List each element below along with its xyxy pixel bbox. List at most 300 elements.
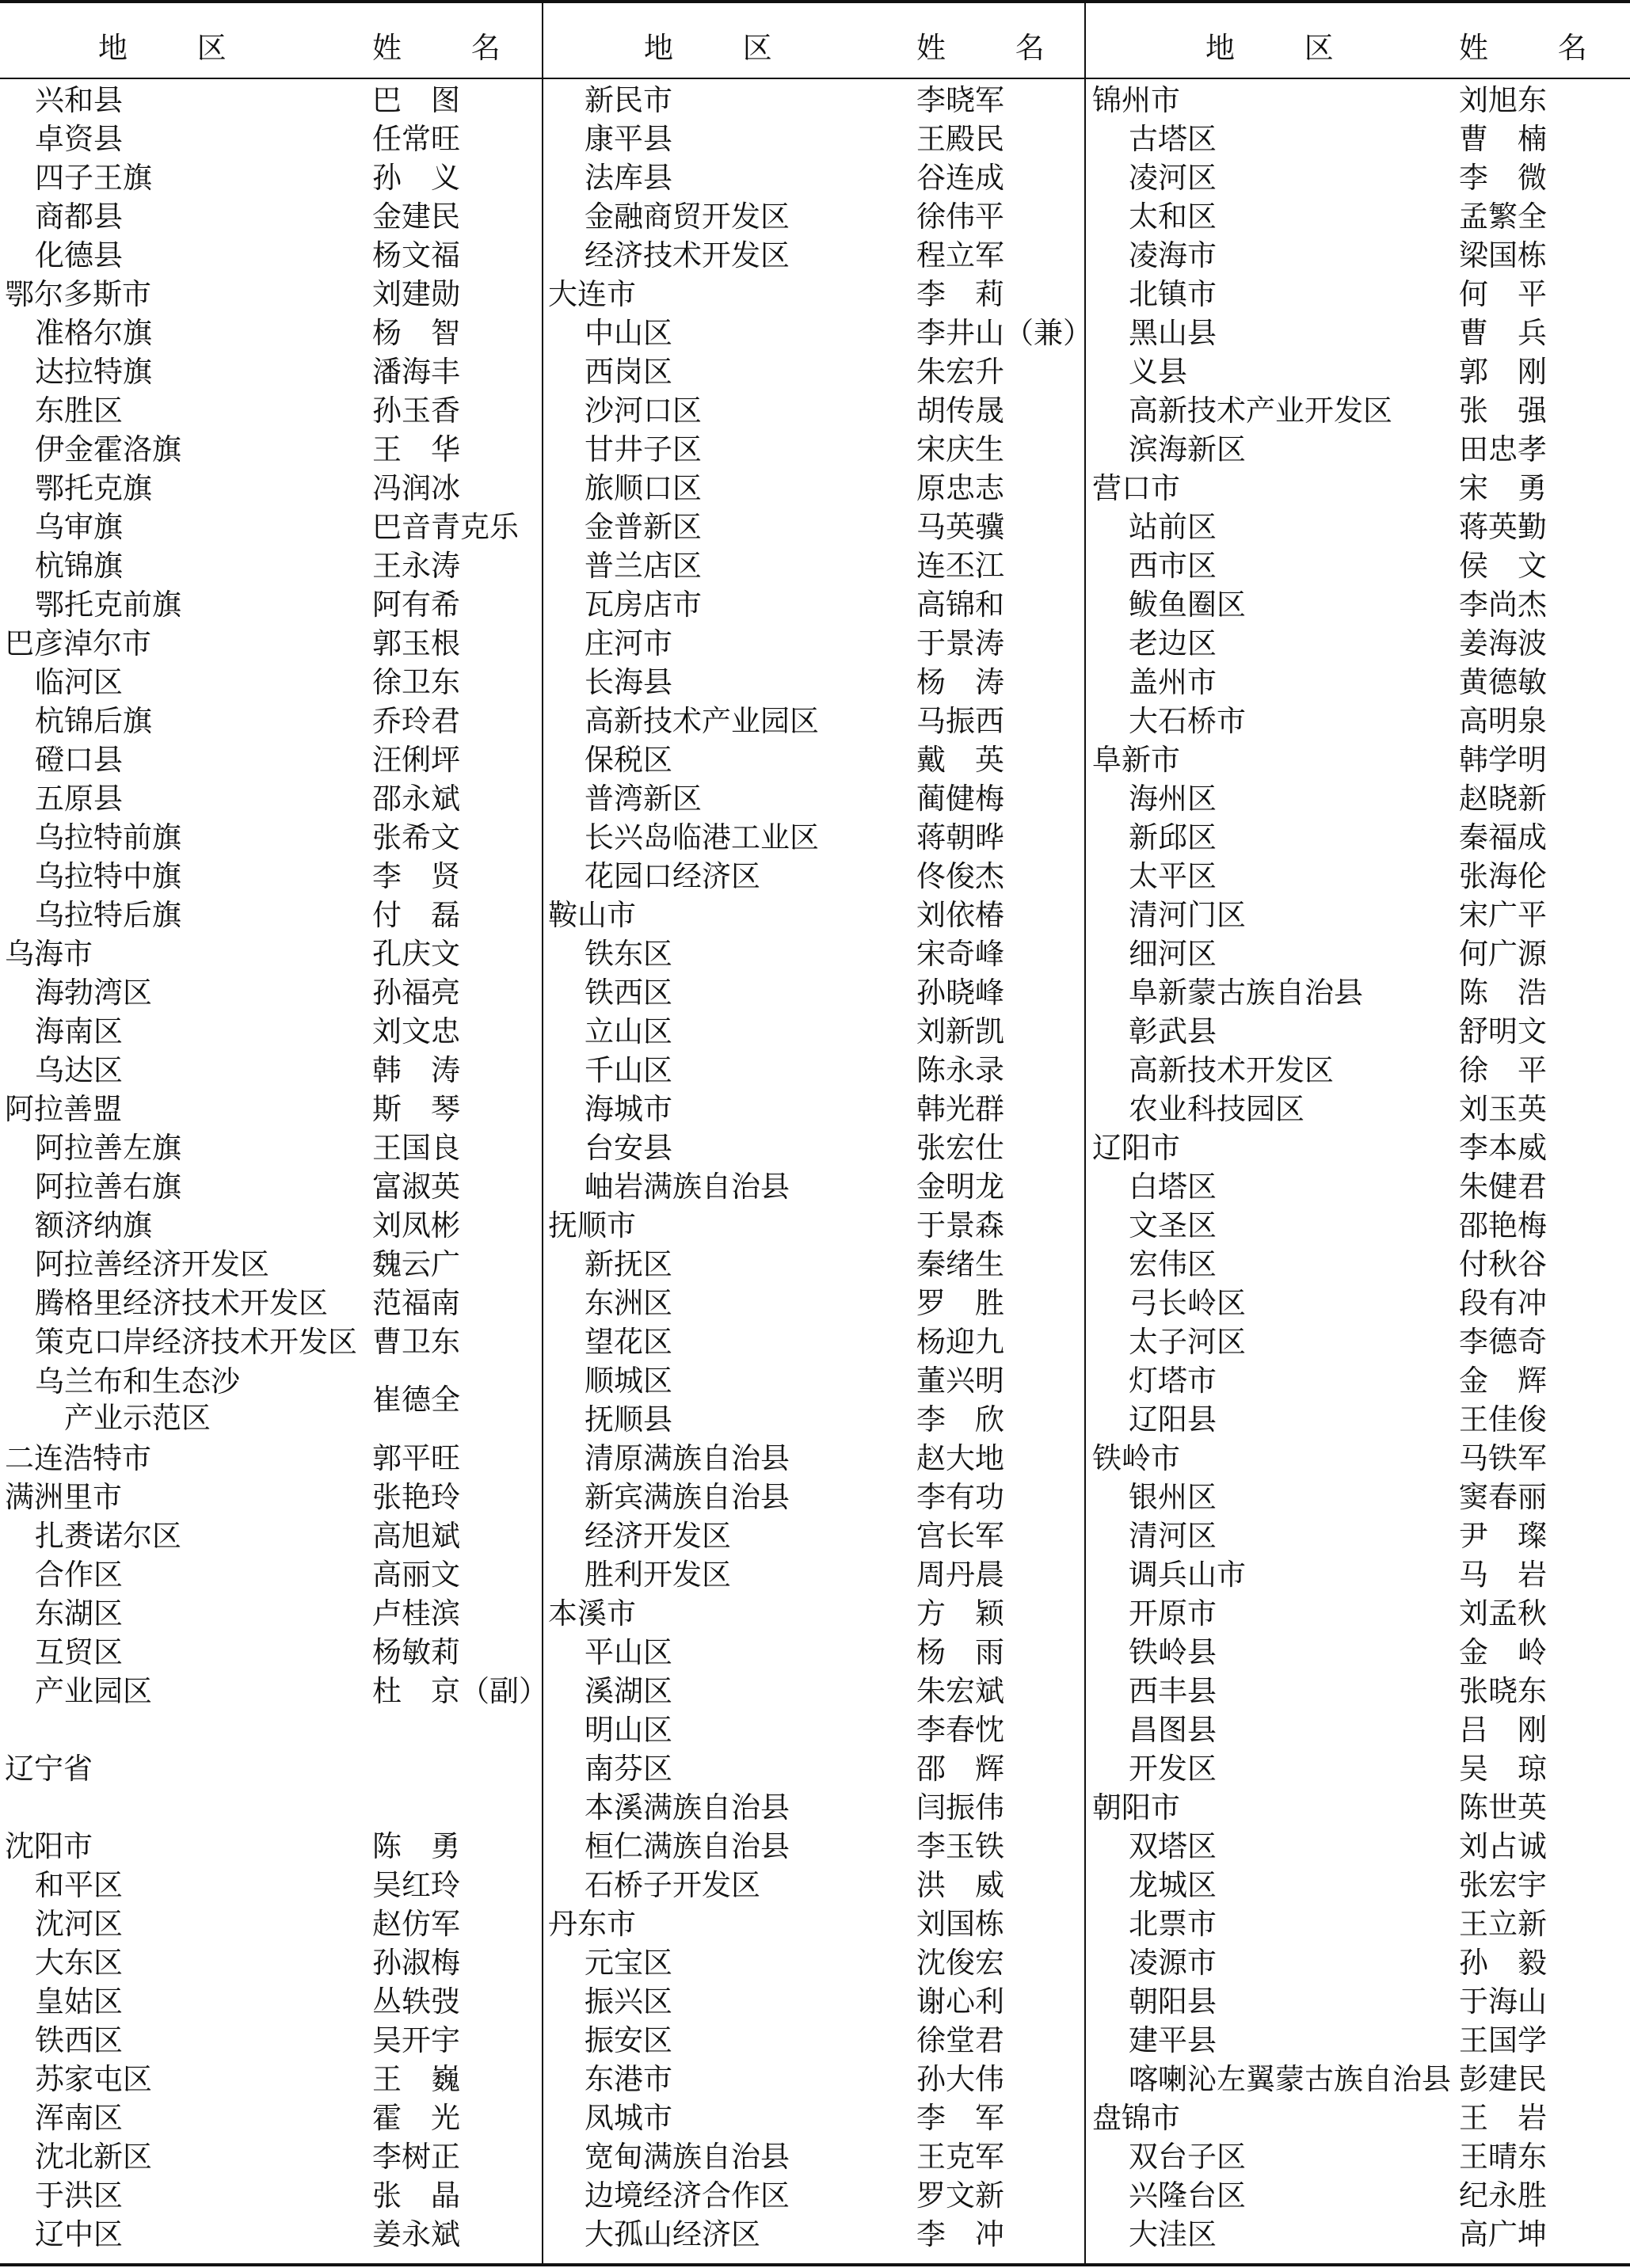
table-row xyxy=(543,896,1086,934)
person-name: 于景森 xyxy=(916,1208,1004,1242)
table-row xyxy=(0,391,542,430)
table-row xyxy=(0,1594,542,1633)
region-name: 明山区 xyxy=(585,1713,672,1747)
region-name: 产业园区 xyxy=(35,1674,152,1708)
person-name: 刘凤彬 xyxy=(372,1208,460,1242)
region-name: 新宾满族自治县 xyxy=(585,1480,790,1514)
region-name: 四子王旗 xyxy=(35,161,152,195)
person-name: 王岩 xyxy=(1459,2101,1576,2135)
person-name: 阿有希 xyxy=(372,588,460,622)
table-row xyxy=(543,1672,1086,1711)
region-name: 古塔区 xyxy=(1129,122,1217,156)
table-row xyxy=(543,2099,1086,2137)
person-name: 罗胜 xyxy=(916,1286,1034,1320)
person-name: 何平 xyxy=(1459,277,1576,311)
region-name: 凌河区 xyxy=(1129,161,1217,195)
person-name: 谷连成 xyxy=(916,161,1004,195)
table-row xyxy=(1086,934,1630,973)
table-row xyxy=(1086,2137,1630,2176)
table-row xyxy=(1086,2215,1630,2254)
table-row xyxy=(1086,2021,1630,2060)
person-name: 刘依椿 xyxy=(916,898,1004,932)
table-row xyxy=(543,1478,1086,1516)
table-row xyxy=(543,624,1086,663)
table-row xyxy=(1086,663,1630,702)
region-name: 站前区 xyxy=(1129,510,1217,544)
person-name: 孙义 xyxy=(372,161,489,195)
region-name: 策克口岸经济技术开发区 xyxy=(35,1325,357,1359)
person-name: 崔德全 xyxy=(372,1383,460,1417)
person-name: 刘玉英 xyxy=(1459,1092,1547,1126)
person-name: 于景涛 xyxy=(916,626,1004,660)
region-name: 浑南区 xyxy=(35,2101,123,2135)
region-name: 南芬区 xyxy=(585,1752,672,1786)
header-name: 姓 名 xyxy=(372,31,531,65)
region-name: 兴和县 xyxy=(35,83,123,117)
bottom-rule xyxy=(0,2263,1630,2266)
region-name: 苏家屯区 xyxy=(35,2062,152,2096)
table-row xyxy=(1086,1051,1630,1090)
person-name: 刘占诚 xyxy=(1459,1829,1547,1863)
person-name: 王华 xyxy=(372,432,489,466)
person-name: 杨迎九 xyxy=(916,1325,1004,1359)
region-name: 于洪区 xyxy=(35,2179,123,2213)
region-name: 海勃湾区 xyxy=(35,976,152,1010)
region-name: 东洲区 xyxy=(585,1286,672,1320)
region-name: 太平区 xyxy=(1129,859,1217,893)
region-name: 瓦房店市 xyxy=(585,588,702,622)
region-name: 阿拉善盟 xyxy=(5,1092,122,1126)
person-name: 董兴明 xyxy=(916,1364,1004,1398)
region-name: 辽阳县 xyxy=(1129,1402,1217,1437)
person-name: 王佳俊 xyxy=(1459,1402,1547,1437)
table-row xyxy=(543,352,1086,391)
region-name: 黑山县 xyxy=(1129,316,1217,350)
region-name: 本溪满族自治县 xyxy=(585,1790,790,1825)
table-row xyxy=(543,158,1086,197)
person-name: 王国学 xyxy=(1459,2023,1547,2057)
person-name: 周丹晨 xyxy=(916,1558,1004,1592)
person-name: 孙福亮 xyxy=(372,976,460,1010)
region-name: 龙城区 xyxy=(1129,1868,1217,1902)
person-name: 付秋谷 xyxy=(1459,1247,1547,1281)
table-row xyxy=(1086,1866,1630,1905)
table-row xyxy=(543,1012,1086,1051)
table-row xyxy=(0,663,542,702)
region-name: 西丰县 xyxy=(1129,1674,1217,1708)
table-row xyxy=(1086,2176,1630,2215)
table-row xyxy=(543,236,1086,275)
person-name: 陈勇 xyxy=(372,1829,489,1863)
table-row xyxy=(543,1594,1086,1633)
region-name: 伊金霍洛旗 xyxy=(35,432,181,466)
person-name: 宋庆生 xyxy=(916,432,1004,466)
table-row xyxy=(0,2215,542,2254)
table-row xyxy=(1086,1245,1630,1284)
person-name: 潘海丰 xyxy=(372,355,460,389)
person-name: 马铁军 xyxy=(1459,1441,1547,1475)
table-row xyxy=(1086,1206,1630,1245)
person-name: 冯润冰 xyxy=(372,471,460,505)
table-row xyxy=(0,1672,548,1711)
person-name: 李有功 xyxy=(916,1480,1004,1514)
person-name: 邵辉 xyxy=(916,1752,1034,1786)
person-name: 吕刚 xyxy=(1459,1713,1576,1747)
table-row xyxy=(1086,352,1630,391)
person-name: 李欣 xyxy=(916,1402,1034,1437)
person-name: 魏云广 xyxy=(372,1247,460,1281)
table-row xyxy=(1086,624,1630,663)
person-name: 孙晓峰 xyxy=(916,976,1004,1010)
person-name: 李贤 xyxy=(372,859,489,893)
region-name: 振安区 xyxy=(585,2023,672,2057)
person-name: 吴红玲 xyxy=(372,1868,460,1902)
person-name: 尹璨 xyxy=(1459,1519,1576,1553)
person-name: 马英骥 xyxy=(916,510,1004,544)
person-name: 原忠志 xyxy=(916,471,1004,505)
table-row xyxy=(543,1711,1086,1749)
table-row xyxy=(0,469,542,508)
table-row xyxy=(0,1788,542,1827)
region-name: 新民市 xyxy=(585,83,672,117)
region-name: 东胜区 xyxy=(35,394,123,428)
person-name: 刘建勋 xyxy=(372,277,460,311)
table-row xyxy=(1086,702,1630,740)
person-name: 蒋朝晔 xyxy=(916,820,1004,854)
table-row xyxy=(1086,1400,1630,1439)
table-row xyxy=(0,896,542,934)
person-name: 孙玉香 xyxy=(372,394,460,428)
table-row xyxy=(0,1555,542,1594)
table-row xyxy=(1086,1749,1630,1788)
region-name: 喀喇沁左翼蒙古族自治县 xyxy=(1129,2062,1451,2096)
region-name: 大洼区 xyxy=(1129,2217,1217,2251)
region-name: 鄂托克旗 xyxy=(35,471,152,505)
person-name: 程立军 xyxy=(916,238,1004,272)
person-name: 李春忱 xyxy=(916,1713,1004,1747)
region-name: 新邱区 xyxy=(1129,820,1217,854)
region-name: 经济开发区 xyxy=(585,1519,731,1553)
table-row xyxy=(0,2137,542,2176)
person-name: 李晓军 xyxy=(916,83,1004,117)
table-row xyxy=(1086,197,1630,236)
header-region: 地 区 xyxy=(644,31,802,65)
region-name: 金融商贸开发区 xyxy=(585,200,790,234)
person-name: 彭建民 xyxy=(1459,2062,1547,2096)
table-row xyxy=(0,81,542,120)
table-row xyxy=(1086,1322,1630,1361)
region-name: 大石桥市 xyxy=(1129,704,1246,738)
table-row xyxy=(1086,1439,1630,1478)
person-name: 赵仿军 xyxy=(372,1907,460,1941)
region-name: 铁岭县 xyxy=(1129,1635,1217,1669)
person-name: 宋广平 xyxy=(1459,898,1547,932)
table-row xyxy=(543,1633,1086,1672)
person-name: 巴图 xyxy=(372,83,489,117)
column-header xyxy=(0,3,542,79)
region-name: 东港市 xyxy=(585,2062,672,2096)
table-row xyxy=(0,197,542,236)
table-row xyxy=(543,1090,1086,1128)
region-name: 太子河区 xyxy=(1129,1325,1246,1359)
table-row xyxy=(1086,1788,1630,1827)
region-name: 白塔区 xyxy=(1129,1170,1217,1204)
region-name: 卓资县 xyxy=(35,122,123,156)
region-name: 额济纳旗 xyxy=(35,1208,152,1242)
table-row xyxy=(543,2176,1086,2215)
region-name: 望花区 xyxy=(585,1325,672,1359)
column-3 xyxy=(1084,3,1630,2263)
table-row xyxy=(1086,896,1630,934)
table-row xyxy=(1086,1982,1630,2021)
person-name: 杨智 xyxy=(372,316,489,350)
table-row xyxy=(0,1322,542,1361)
region-name: 西岗区 xyxy=(585,355,672,389)
table-row xyxy=(0,973,542,1012)
table-row xyxy=(1086,1905,1630,1943)
table-row xyxy=(0,1711,542,1749)
region-name: 新抚区 xyxy=(585,1247,672,1281)
region-name: 准格尔旗 xyxy=(35,316,152,350)
table-row xyxy=(0,2060,542,2099)
person-name: 宋奇峰 xyxy=(916,937,1004,971)
table-row xyxy=(1086,1090,1630,1128)
table-row xyxy=(0,1478,542,1516)
region-name: 鄂托克前旗 xyxy=(35,588,181,622)
table-row xyxy=(1086,469,1630,508)
region-name: 银州区 xyxy=(1129,1480,1217,1514)
person-name: 付磊 xyxy=(372,898,489,932)
person-name: 张艳玲 xyxy=(372,1480,460,1514)
person-name: 赵大地 xyxy=(916,1441,1004,1475)
region-name: 长兴岛临港工业区 xyxy=(585,820,819,854)
table-row xyxy=(1086,1711,1630,1749)
table-row xyxy=(543,1361,1086,1400)
person-name: 张海伦 xyxy=(1459,859,1547,893)
region-name: 大东区 xyxy=(35,1946,123,1980)
region-name: 立山区 xyxy=(585,1014,672,1048)
table-row xyxy=(0,1051,542,1090)
person-name: 朱健君 xyxy=(1459,1170,1547,1204)
table-row xyxy=(543,1516,1086,1555)
person-name: 任常旺 xyxy=(372,122,460,156)
person-name: 曹卫东 xyxy=(372,1325,460,1359)
table-row xyxy=(0,585,542,624)
table-row xyxy=(0,1128,542,1167)
person-name: 沈俊宏 xyxy=(916,1946,1004,1980)
person-name: 金建民 xyxy=(372,200,460,234)
person-name: 蔺健梅 xyxy=(916,782,1004,816)
region-name: 鄂尔多斯市 xyxy=(5,277,151,311)
person-name: 宫长军 xyxy=(916,1519,1004,1553)
person-name: 孟繁全 xyxy=(1459,200,1547,234)
person-name: 张强 xyxy=(1459,394,1576,428)
person-name: 方颖 xyxy=(916,1596,1034,1631)
person-name: 李冲 xyxy=(916,2217,1034,2251)
region-name: 盘锦市 xyxy=(1092,2101,1180,2135)
table-row xyxy=(543,314,1092,352)
person-name: 徐卫东 xyxy=(372,665,460,699)
region-name: 高新技术产业园区 xyxy=(585,704,819,738)
region-name: 彰武县 xyxy=(1129,1014,1217,1048)
region-name: 普兰店区 xyxy=(585,549,702,583)
table-row xyxy=(543,934,1086,973)
table-row xyxy=(543,702,1086,740)
region-name: 石桥子开发区 xyxy=(585,1868,760,1902)
region-name: 调兵山市 xyxy=(1129,1558,1246,1592)
table-row xyxy=(0,1633,542,1672)
region-name: 双台子区 xyxy=(1129,2140,1246,2174)
person-name: 胡传晟 xyxy=(916,394,1004,428)
region-name: 海城市 xyxy=(585,1092,672,1126)
table-row xyxy=(543,1943,1086,1982)
person-name: 邵艳梅 xyxy=(1459,1208,1547,1242)
table-row xyxy=(543,1866,1086,1905)
region-name: 灯塔市 xyxy=(1129,1364,1217,1398)
table-row xyxy=(1086,1128,1630,1167)
table-row xyxy=(1086,1516,1630,1555)
table-row xyxy=(1086,1284,1630,1322)
person-name: 乔玲君 xyxy=(372,704,460,738)
person-name: 孙大伟 xyxy=(916,2062,1004,2096)
region-name: 皇姑区 xyxy=(35,1984,123,2019)
region-name: 盖州市 xyxy=(1129,665,1217,699)
person-name: 丛轶弢 xyxy=(372,1984,460,2019)
region-name: 互贸区 xyxy=(35,1635,123,1669)
table-row xyxy=(543,1400,1086,1439)
person-name: 汪俐坪 xyxy=(372,743,460,777)
person-name: 杨涛 xyxy=(916,665,1034,699)
person-name: 范福南 xyxy=(372,1286,460,1320)
region-name: 磴口县 xyxy=(35,743,123,777)
region-name: 合作区 xyxy=(35,1558,123,1592)
region-name: 台安县 xyxy=(585,1131,672,1165)
region-name: 腾格里经济技术开发区 xyxy=(35,1286,328,1320)
region-name: 乌海市 xyxy=(5,937,93,971)
region-name: 开发区 xyxy=(1129,1752,1217,1786)
table-row xyxy=(543,663,1086,702)
region-name: 化德县 xyxy=(35,238,123,272)
header-name: 姓 名 xyxy=(916,31,1075,65)
person-name: 纪永胜 xyxy=(1459,2179,1547,2213)
person-name: 郭玉根 xyxy=(372,626,460,660)
region-name: 经济技术开发区 xyxy=(585,238,790,272)
table-row xyxy=(0,2021,542,2060)
table-row xyxy=(543,2215,1086,2254)
region-name: 海州区 xyxy=(1129,782,1217,816)
table-row xyxy=(543,1905,1086,1943)
table-row xyxy=(1086,2099,1630,2137)
region-name: 辽宁省 xyxy=(5,1752,93,1786)
table-row xyxy=(0,779,542,818)
region-name: 锦州市 xyxy=(1092,83,1180,117)
table-row xyxy=(543,857,1086,896)
person-name: 王立新 xyxy=(1459,1907,1547,1941)
region-name: 甘井子区 xyxy=(585,432,702,466)
table-row xyxy=(1086,391,1630,430)
person-name: 侯文 xyxy=(1459,549,1576,583)
region-name: 溪湖区 xyxy=(585,1674,672,1708)
region-name: 北镇市 xyxy=(1129,277,1217,311)
person-name: 段有冲 xyxy=(1459,1286,1547,1320)
region-name: 朝阳市 xyxy=(1092,1790,1180,1825)
region-name: 铁西区 xyxy=(585,976,672,1010)
region-name: 长海县 xyxy=(585,665,672,699)
person-name: 连丕江 xyxy=(916,549,1004,583)
person-name: 刘孟秋 xyxy=(1459,1596,1547,1631)
person-name: 高广坤 xyxy=(1459,2217,1547,2251)
region-name: 宽甸满族自治县 xyxy=(585,2140,790,2174)
person-name: 佟俊杰 xyxy=(916,859,1004,893)
region-name: 大孤山经济区 xyxy=(585,2217,760,2251)
person-name: 徐堂君 xyxy=(916,2023,1004,2057)
person-name: 徐平 xyxy=(1459,1053,1576,1087)
region-name: 杭锦后旗 xyxy=(35,704,152,738)
region-name: 弓长岭区 xyxy=(1129,1286,1246,1320)
region-name: 乌拉特后旗 xyxy=(35,898,181,932)
table-row xyxy=(0,508,542,546)
table-row xyxy=(1086,236,1630,275)
person-name: 郭平旺 xyxy=(372,1441,460,1475)
person-name: 马岩 xyxy=(1459,1558,1576,1592)
region-name: 保税区 xyxy=(585,743,672,777)
table-row xyxy=(0,1245,542,1284)
region-name: 商都县 xyxy=(35,200,123,234)
table-row xyxy=(543,1128,1086,1167)
person-name: 朱宏升 xyxy=(916,355,1004,389)
table-row xyxy=(1086,1672,1630,1711)
region-name: 农业科技园区 xyxy=(1129,1092,1304,1126)
table-row xyxy=(0,1284,542,1322)
table-row xyxy=(1086,818,1630,857)
table-row xyxy=(543,1982,1086,2021)
table-row xyxy=(543,1555,1086,1594)
table-row xyxy=(1086,275,1630,314)
person-name: 陈永录 xyxy=(916,1053,1004,1087)
table-row xyxy=(1086,508,1630,546)
region-name: 宏伟区 xyxy=(1129,1247,1217,1281)
person-name: 宋勇 xyxy=(1459,471,1576,505)
person-name: 郭刚 xyxy=(1459,355,1576,389)
person-name: 张晓东 xyxy=(1459,1674,1547,1708)
region-name: 北票市 xyxy=(1129,1907,1217,1941)
table-row xyxy=(0,1439,542,1478)
person-name: 李微 xyxy=(1459,161,1576,195)
table-row xyxy=(0,1012,542,1051)
person-name: 陈浩 xyxy=(1459,976,1576,1010)
person-name: 金辉 xyxy=(1459,1364,1576,1398)
table-row xyxy=(1086,1012,1630,1051)
region-name: 乌拉特中旗 xyxy=(35,859,181,893)
table-row xyxy=(543,1167,1086,1206)
region-name xyxy=(35,1364,240,1437)
table-row xyxy=(543,1788,1086,1827)
region-name: 胜利开发区 xyxy=(585,1558,731,1592)
region-name: 抚顺市 xyxy=(548,1208,636,1242)
region-name-line-1: 乌兰布和生态沙 xyxy=(35,1364,240,1398)
person-name: 金明龙 xyxy=(916,1170,1004,1204)
table-row xyxy=(0,818,542,857)
table-row xyxy=(543,546,1086,585)
person-name: 曹兵 xyxy=(1459,316,1576,350)
table-row xyxy=(543,973,1086,1012)
person-name: 高旭斌 xyxy=(372,1519,460,1553)
region-name: 中山区 xyxy=(585,316,672,350)
table-row xyxy=(1086,1827,1630,1866)
person-name: 黄德敏 xyxy=(1459,665,1547,699)
table-row xyxy=(0,857,542,896)
table-row xyxy=(543,585,1086,624)
